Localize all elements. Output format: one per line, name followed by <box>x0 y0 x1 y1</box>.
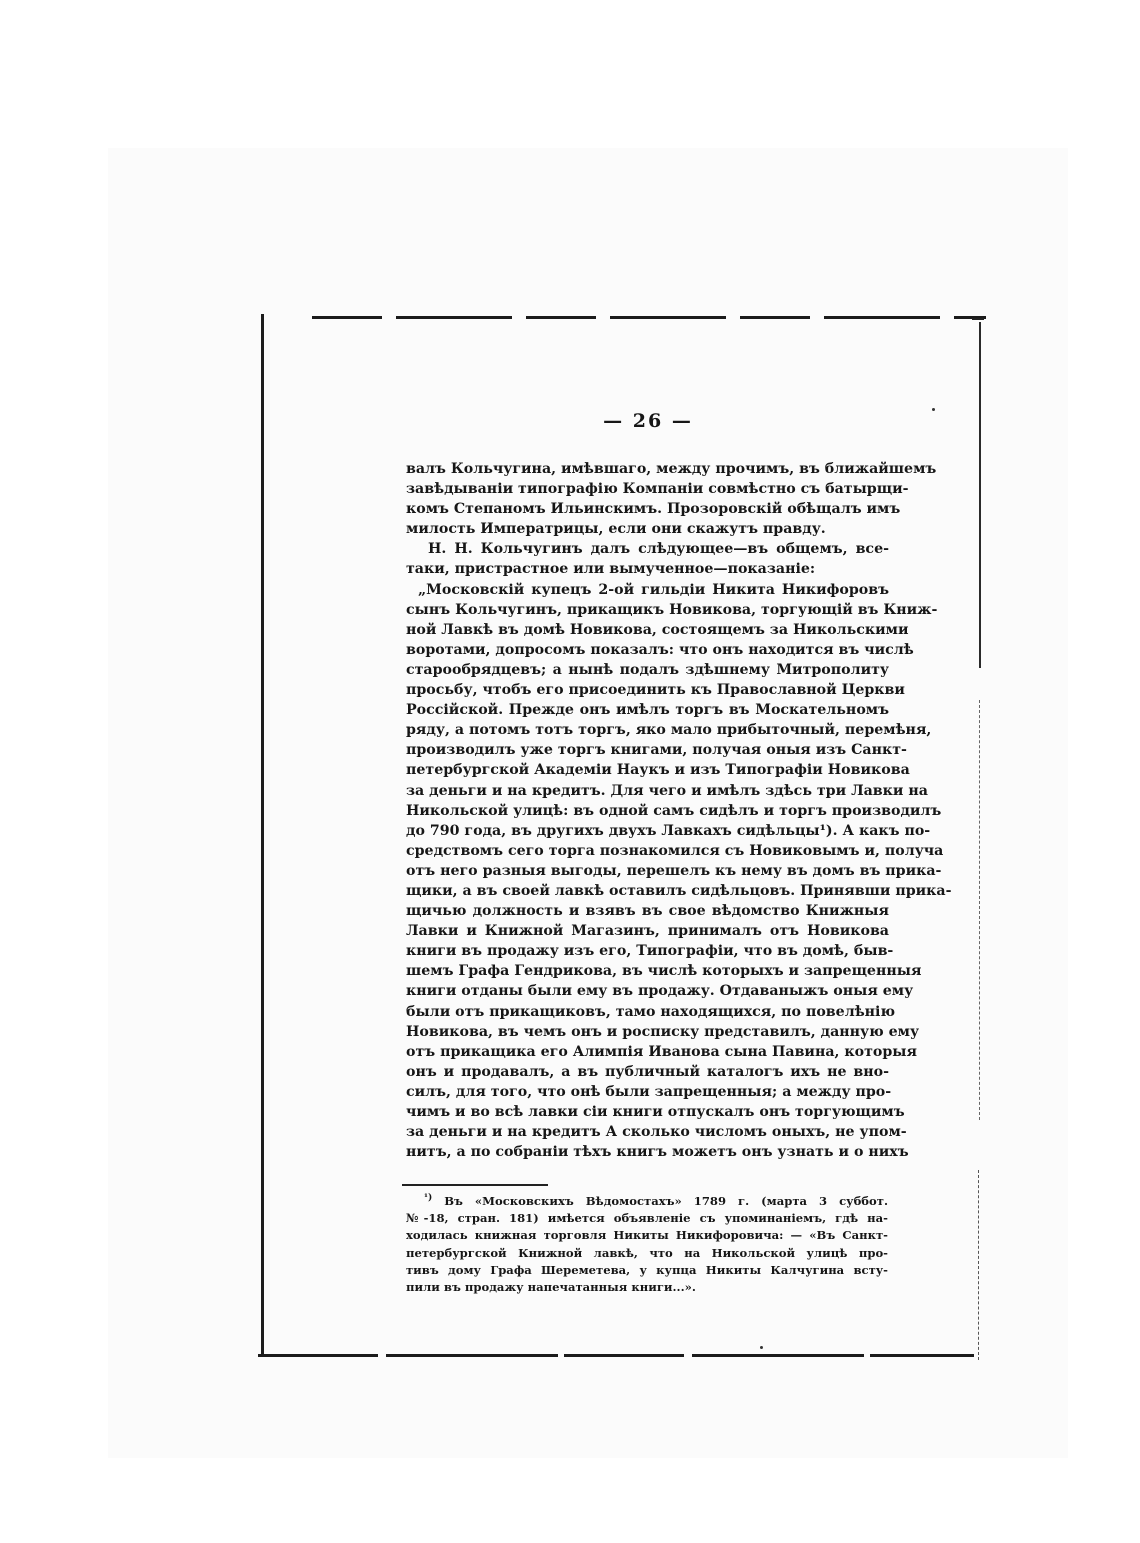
text-line: Никольской улицѣ: въ одной самъ сидѣлъ и торгъ производилъ <box>406 802 942 819</box>
text-line: Лавки и Книжной Магазинъ, принималъ отъ Новикова <box>406 923 889 940</box>
footnote-marker: ¹) <box>424 1193 433 1204</box>
footnote <box>406 1193 888 1296</box>
text-line: книги отданы были ему въ продажу. Отдаваныжъ оныя ему <box>406 983 914 1000</box>
page-number: — 26 — <box>603 410 693 432</box>
footnote-line: петербургской Книжной лавкѣ, что на Никольской улицѣ про- <box>406 1245 888 1260</box>
body-text <box>406 459 952 1162</box>
text-line: силъ, для того, что онѣ были запрещенныя; а между про- <box>406 1083 892 1100</box>
text-line: ряду, а потомъ тотъ торгъ, яко мало прибыточный, перемѣня, <box>406 722 932 739</box>
text-line: щики, а въ своей лавкѣ оставилъ сидѣльцовъ. Принявши прика- <box>406 882 952 899</box>
text-line: книги въ продажу изъ его, Типографiи, что въ домѣ, быв- <box>406 943 894 960</box>
frame-bottom-rule <box>258 1354 974 1357</box>
footnote-line-text: Въ «Московскихъ Вѣдомостахъ» 1789 г. (марта 3 суббот. <box>444 1194 888 1208</box>
frame-corner-mark <box>972 318 984 320</box>
text-line: шемъ Графа Гендрикова, въ числѣ которыхъ и запрещенныя <box>406 963 922 980</box>
text-line: были отъ прикащиковъ, тамо находящихся, по повелѣнiю <box>406 1003 895 1020</box>
footnote-line: ходилась книжная торговля Никиты Никифоровича: — «Въ Санкт- <box>406 1228 888 1243</box>
text-line: до 790 года, въ другихъ двухъ Лавкахъ сидѣльцы¹). А какъ по- <box>406 822 931 839</box>
frame-top-rule <box>312 316 986 319</box>
text-line: нитъ, а по собранiи тѣхъ книгъ можетъ онъ узнать и о нихъ <box>406 1144 909 1161</box>
text-line: производилъ уже торгъ книгами, получая оныя изъ Санкт- <box>406 742 907 759</box>
frame-right-rule <box>979 322 981 668</box>
text-line: ной Лавкѣ въ домѣ Новикова, состоящемъ за Никольскими <box>406 621 909 638</box>
text-line: средствомъ сего торга познакомился съ Новиковымъ и, получа <box>406 842 944 859</box>
frame-right-dashed-rule <box>979 700 981 1120</box>
text-line: комъ Степаномъ Ильинскимъ. Прозоровскiй обѣщалъ имъ <box>406 501 901 518</box>
text-line: петербургской Академiи Наукъ и изъ Типографiи Новикова <box>406 762 910 779</box>
text-line: воротами, допросомъ показалъ: что онъ находится въ числѣ <box>406 641 914 658</box>
text-line: валъ Кольчугина, имѣвшаго, между прочимъ, въ ближайшемъ <box>406 461 937 477</box>
text-line: за деньги и на кредитъ А сколько числомъ оныхъ, не упом- <box>406 1124 907 1141</box>
text-line: Н. Н. Кольчугинъ далъ слѣдующее—въ общемъ, все- <box>428 541 889 558</box>
frame-left-rule <box>261 314 264 1357</box>
scan-speck <box>760 1346 763 1349</box>
footnote-line: тивъ дому Графа Шереметева, у купца Никиты Калчугина всту- <box>406 1262 888 1277</box>
text-line: сынъ Кольчугинъ, прикащикъ Новикова, торгующiй въ Книж- <box>406 601 938 618</box>
footnote-line: №-18, стран. 181) имѣется объявленiе съ упоминанiемъ, гдѣ на- <box>406 1211 888 1226</box>
text-line: Новикова, въ чемъ онъ и росписку представилъ, данную ему <box>406 1023 920 1040</box>
text-line: Россiйской. Прежде онъ имѣлъ торгъ въ Москательномъ <box>406 702 889 719</box>
text-line: щичью должность и взявъ въ свое вѣдомство Книжныя <box>406 903 889 920</box>
text-line: отъ него разныя выгоды, перешелъ къ нему въ домъ въ прика- <box>406 862 942 879</box>
footnote-line: пили въ продажу напечатанныя книги...». <box>406 1279 696 1294</box>
footnote-line <box>406 1193 888 1210</box>
scan-speck <box>932 408 935 411</box>
text-line: чимъ и во всѣ лавки сiи книги отпускалъ онъ торгующимъ <box>406 1104 905 1120</box>
text-line: отъ прикащика его Алимпiя Иванова сына Павина, которыя <box>406 1043 917 1060</box>
text-line: милость Императрицы, если они скажутъ правду. <box>406 521 826 538</box>
text-line: за деньги и на кредитъ. Для чего и имѣлъ здѣсь три Лавки на <box>406 782 928 799</box>
text-line: онъ и продавалъ, а въ публичный каталогъ ихъ не вно- <box>406 1063 889 1080</box>
text-line: старообрядцевъ; а нынѣ подалъ здѣшнему Митрополиту <box>406 661 889 678</box>
frame-right-dashed-rule-lower <box>978 1170 980 1360</box>
text-line: таки, пристрастное или вымученное—показанiе: <box>406 561 816 578</box>
footnote-separator <box>402 1184 548 1186</box>
text-line: „Московскiй купецъ 2-ой гильдiи Никита Никифоровъ <box>418 581 889 598</box>
text-line: завѣдыванiи типографiю Компанiи совмѣстно съ батырщи- <box>406 481 909 498</box>
text-line: просьбу, чтобъ его присоединить къ Православной Церкви <box>406 682 905 699</box>
